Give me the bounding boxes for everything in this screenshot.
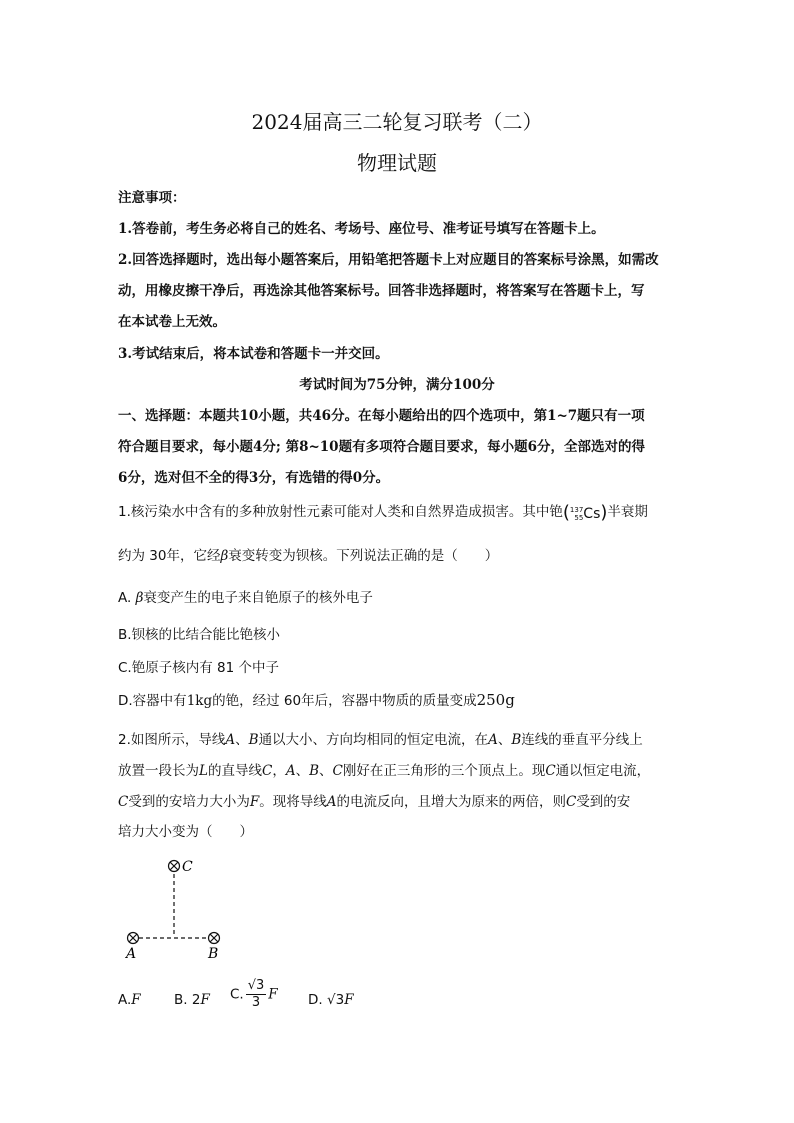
q1-option-d-a: D.容器中有 — [118, 693, 187, 709]
q2-text: 、 — [497, 732, 512, 748]
note-2-line-2: 动，用橡皮擦干净后，再选涂其他答案标号。回答非选择题时，将答案写在答题卡上，写 — [118, 283, 645, 299]
q2-option-c-label: C. — [230, 986, 244, 1003]
var-a: A — [285, 763, 296, 779]
q2-option-b-label: B. 2 — [174, 992, 201, 1008]
exam-time: 考试时间为75分钟，满分100分 — [299, 377, 495, 393]
var-a: A — [225, 732, 236, 748]
q2-text: 。现将导线 — [259, 794, 327, 810]
q1-option-a-label: A. — [118, 590, 136, 606]
q1-option-b: B.钡核的比结合能比铯核小 — [118, 627, 281, 643]
var-f: F — [200, 992, 210, 1008]
q2-option-d — [308, 992, 354, 1008]
var-f: F — [344, 992, 354, 1008]
wire-c-icon — [169, 861, 180, 872]
var-f: F — [268, 986, 278, 1003]
q1-stem-b: 半衰期 — [607, 504, 648, 520]
var-b: B — [309, 763, 319, 779]
q1-option-d-final: 250g — [476, 691, 515, 709]
q2-text: 、 — [295, 763, 310, 779]
q1-stem-a: 1.核污染水中含有的多种放射性元素可能对人类和自然界造成损害。其中铯 — [118, 504, 563, 520]
wire-diagram — [110, 850, 250, 965]
q2-text: 连线的垂直平分线上 — [521, 732, 643, 748]
q2-text: 受到的安 — [576, 794, 631, 810]
q2-text: 通以恒定电流， — [555, 763, 651, 779]
q1-option-d-mass: 1kg — [186, 693, 213, 709]
note-2-line-3: 在本试卷上无效。 — [118, 314, 226, 330]
section1-line-3: 6分，选对但不全的得3分，有选错的得0分。 — [118, 470, 390, 486]
q2-option-b — [174, 992, 210, 1008]
var-c: C — [565, 794, 577, 810]
q2-text: 放置一段长为 — [118, 763, 199, 779]
q1-option-d — [118, 689, 515, 709]
q2-text: 、 — [235, 732, 249, 748]
exam-title: 2024届高三二轮复习联考（二） — [251, 110, 543, 134]
q2-text: 通以大小、方向均相同的恒定电流，在 — [258, 732, 489, 748]
label-b: B — [208, 946, 219, 962]
iso-symbol: Cs — [583, 505, 601, 522]
q2-option-c — [230, 978, 278, 1011]
note-3: 3.考试结束后，将本试卷和答题卡一并交回。 — [118, 346, 389, 362]
iso-mass: 137 — [569, 505, 584, 514]
q2-option-a-label: A. — [118, 992, 132, 1008]
sqrt3-over-3-fraction — [246, 978, 267, 1011]
q2-text: 、 — [318, 763, 333, 779]
q2-stem-line-1 — [118, 728, 643, 748]
q2-text: 的电流反向，且增大为原来的两倍，则 — [336, 794, 566, 810]
q1-stem-line-1 — [118, 500, 648, 523]
var-l: L — [199, 763, 208, 779]
var-f: F — [131, 992, 141, 1008]
q1-option-a-text: 衰变产生的电子来自铯原子的核外电子 — [143, 590, 373, 606]
var-f: F — [249, 794, 260, 810]
note-2-line-1: 2.回答选择题时，选出每小题答案后，用铅笔把答题卡上对应题目的答案标号涂黑，如需改 — [118, 252, 659, 268]
subject-title: 物理试题 — [357, 151, 437, 175]
wire-b-icon — [209, 933, 220, 944]
q2-text: 刚好在正三角形的三个顶点上。现 — [342, 763, 546, 779]
q1-stem-c1: 约为 30年，它经 — [118, 548, 221, 564]
q1-stem-line-2 — [118, 544, 498, 564]
fraction-denominator: 3 — [251, 995, 261, 1010]
q2-stem-line-2 — [118, 759, 650, 779]
wire-a-icon — [128, 933, 139, 944]
beta-symbol: β — [220, 548, 229, 564]
var-c: C — [118, 794, 129, 810]
section1-line-2: 符合题目要求，每小题4分; 第8~10题有多项符合题目要求，每小题6分，全部选对的得 — [118, 439, 645, 455]
label-c: C — [182, 859, 193, 875]
var-b: B — [511, 732, 522, 748]
q2-option-a — [118, 992, 141, 1008]
var-c: C — [261, 763, 273, 779]
fraction-numerator: √3 — [247, 978, 265, 993]
q2-option-d-label: D. — [308, 992, 323, 1008]
label-a: A — [126, 946, 137, 962]
iso-number: 55 — [574, 513, 584, 522]
var-b: B — [248, 732, 259, 748]
q2-text: 2.如图所示，导线 — [118, 732, 226, 748]
notes-heading: 注意事项： — [118, 190, 186, 206]
q1-option-a — [118, 586, 373, 606]
q2-stem-line-4: 培力大小变为（ ） — [118, 824, 253, 840]
var-a: A — [326, 794, 337, 810]
q2-text: ， — [272, 763, 286, 779]
q1-option-d-c: 的铯，经过 60年后，容器中物质的质量变成 — [212, 693, 477, 709]
var-c: C — [332, 763, 343, 779]
q2-text: 受到的安培力大小为 — [128, 794, 250, 810]
cs-isotope: (137 55Cs) — [562, 501, 608, 523]
beta-symbol: β — [135, 590, 144, 606]
q1-option-c: C.铯原子核内有 81 个中子 — [118, 660, 279, 676]
q2-text: 的直导线 — [207, 763, 262, 779]
var-c: C — [545, 763, 556, 779]
section1-line-1: 一、选择题：本题共10小题，共46分。在每小题给出的四个选项中，第1~7题只有一项 — [118, 408, 645, 424]
sqrt3: √3 — [326, 992, 345, 1008]
q2-stem-line-3 — [118, 790, 630, 810]
var-a: A — [488, 732, 498, 748]
note-1: 1.答卷前，考生务必将自己的姓名、考场号、座位号、准考证号填写在答题卡上。 — [118, 221, 605, 237]
q1-stem-c2: 衰变转变为钡核。下列说法正确的是（ ） — [228, 548, 499, 564]
